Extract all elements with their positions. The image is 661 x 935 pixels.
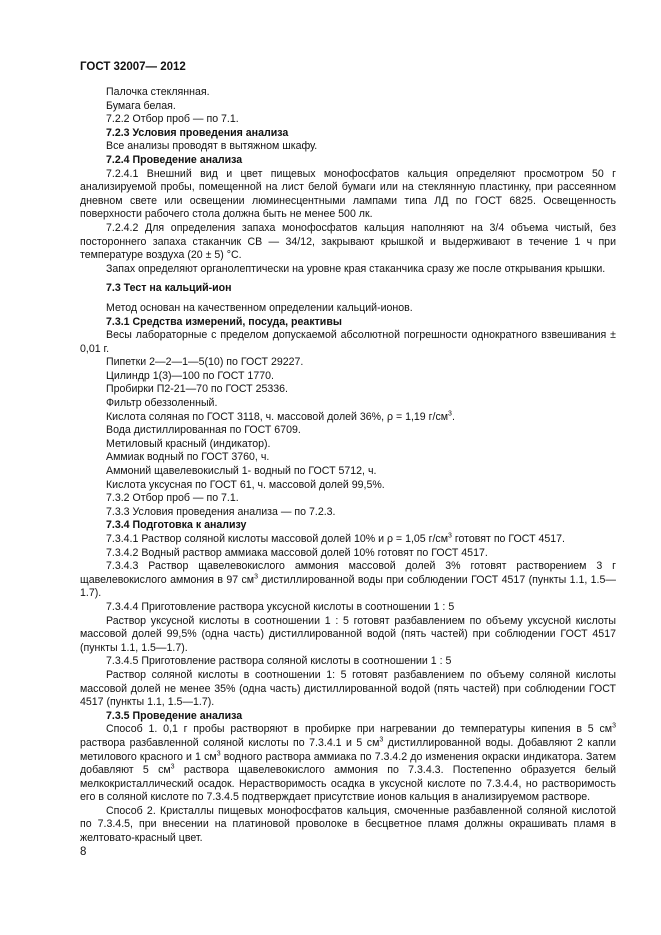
superscript: 3 [254,573,258,581]
superscript: 3 [216,749,221,757]
heading-7-3-1: 7.3.1 Средства измерений, посуда, реактивы [106,315,342,328]
text-line: Палочка стеклянная. [106,86,210,98]
text-span: раствора разбавленной соляной кислоты по 7.3.4.1 и 5 см [80,736,380,749]
text-line: Фильтр обеззоленный. [106,397,218,410]
text-span: . [451,410,455,423]
superscript: 3 [448,532,452,540]
document-body [80,86,616,846]
text-span: готовят по ГОСТ 4517. [451,533,565,545]
clause-7-3-4-3 [80,560,616,601]
text-paragraph: Раствор соляной кислоты в соотношении 1: 5 готовят разбавлением по объему соляной кислоты массовой долей не менее 35% (одна часть) дистиллированной водой (пять частей) при соблюдении ГОСТ 4517 (пункты 1.1, 1.5—1.7). [80,668,616,709]
clause-7-2-4-2: 7.2.4.2 Для определения запаха монофосфатов кальция наполняют на 3/4 объема чистый, без постороннего запаха стаканчик СВ — 34/12, закрывают крышкой и выдерживают в течение 1 ч при температуре воздуха (20 ± 5) °С. [80,221,616,262]
clause-7-3-4-1 [80,533,616,547]
heading-7-3: 7.3 Тест на кальций-ион [106,282,232,295]
clause-7-3-2: 7.3.2 Отбор проб — по 7.1. [106,492,239,505]
text-span: Кислота соляная по ГОСТ 3118, ч. массовой долей 36%, ρ = 1,19 г/см [106,410,449,423]
text-line: Метиловый красный (индикатор). [106,437,271,450]
text-span: 7.3.4.1 Раствор соляной кислоты массовой долей 10% и ρ = 1,05 г/см [106,533,449,545]
clause-7-2-2: 7.2.2 Отбор проб — по 7.1. [106,113,239,126]
superscript: 3 [448,410,452,418]
clause-7-3-4-2: 7.3.4.2 Водный раствор аммиака массовой долей 10% готовят по ГОСТ 4517. [106,546,488,559]
text-line: Кислота уксусная по ГОСТ 61, ч. массовой долей 99,5%. [106,478,385,491]
heading-7-2-3: 7.2.3 Условия проведения анализа [106,126,289,139]
text-line: Вода дистиллированная по ГОСТ 6709. [106,424,301,437]
text-span: Способ 1. 0,1 г пробы растворяют в пробирке при нагревании до температуры кипения в 5 см [106,723,613,736]
clause-7-2-4-1: 7.2.4.1 Внешний вид и цвет пищевых монофосфатов кальция определяют просмотром 50 г анализируемой пробы, помещенной на лист белой бумаги или на стеклянную пластинку, при рассеянном дневном свете или освещении люминесцентными лампами типа ЛД по ГОСТ 6825. Освещенность поверхности рабочего стола должна быть не менее 500 лк. [80,167,616,221]
text-line [80,411,616,425]
superscript: 3 [612,722,616,730]
text-line: Все анализы проводят в вытяжном шкафу. [106,140,318,153]
text-span: раствора щавелевокислого аммония по 7.3.4.3. Постепенно образуется белый мелкокристаллический осадок. Нерастворимость осадка в уксусной кислоте по 7.3.4.4, но растворимость его в соляной кислоте по 7.3.4.5 подтверждает присутствие ионов кальция в анализируемом растворе. [80,764,616,804]
text-line: Аммоний щавелевокислый 1- водный по ГОСТ 5712, ч. [106,465,377,478]
text-line: Цилиндр 1(3)—100 по ГОСТ 1770. [106,369,274,382]
heading-7-3-5: 7.3.5 Проведение анализа [106,709,243,722]
text-line: Пипетки 2—2—1—5(10) по ГОСТ 29227. [106,356,304,369]
method-2-paragraph: Способ 2. Кристаллы пищевых монофосфатов кальция, смоченные разбавленной соляной кислотой по 7.3.4.5, при внесении на платиновой проволоке в бесцветное пламя должны окрашивать пламя в желтовато-красный цвет. [80,804,616,845]
standard-header: ГОСТ 32007— 2012 [80,61,186,73]
superscript: 3 [379,736,384,744]
text-paragraph: Весы лабораторные с пределом допускаемой абсолютной погрешности однократного взвешивания ± 0,01 г. [80,329,616,355]
text-span: 7.3.4.3 Раствор щавелевокислого аммония массовой долей 3% готовят растворением 3 г щавелевокислого аммония в 97 см [80,560,616,586]
text-line: Пробирки П2-21—70 по ГОСТ 25336. [106,383,288,396]
text-span: водного раствора аммиака по 7.3.4.2 до изменения окраски индикатора. Затем добавляют 5 см [80,750,617,777]
heading-7-3-4: 7.3.4 Подготовка к анализу [106,519,247,532]
text-paragraph: Запах определяют органолептически на уровне края стаканчика сразу же после открывания крышки. [106,262,606,275]
text-span: дистиллированной воды. Добавляют 2 капли метилового красного и 1 см [80,736,616,763]
text-span: дистиллированной воды при соблюдении ГОСТ 4517 (пункты 1.1, 1.5—1.7). [80,573,616,600]
superscript: 3 [170,763,175,771]
clause-7-3-3: 7.3.3 Условия проведения анализа — по 7.2.3. [106,505,336,518]
heading-7-2-4: 7.2.4 Проведение анализа [106,153,243,166]
text-paragraph: Раствор уксусной кислоты в соотношении 1 : 5 готовят разбавлением по объему уксусной кислоты массовой долей 99,5% (одна часть) дистиллированной водой (пять частей) при соблюдении ГОСТ 4517 (пункты 1.1, 1.5—1.7). [80,614,616,654]
method-1-paragraph [80,723,616,805]
clause-7-3-4-5: 7.3.4.5 Приготовление раствора соляной кислоты в соотношении 1 : 5 [106,655,452,668]
text-line: Бумага белая. [106,99,176,112]
clause-7-3-4-4: 7.3.4.4 Приготовление раствора уксусной кислоты в соотношении 1 : 5 [106,600,455,613]
page-number: 8 [80,846,87,858]
text-line: Метод основан на качественном определении кальций-ионов. [106,301,413,314]
text-line: Аммиак водный по ГОСТ 3760, ч. [106,451,270,464]
